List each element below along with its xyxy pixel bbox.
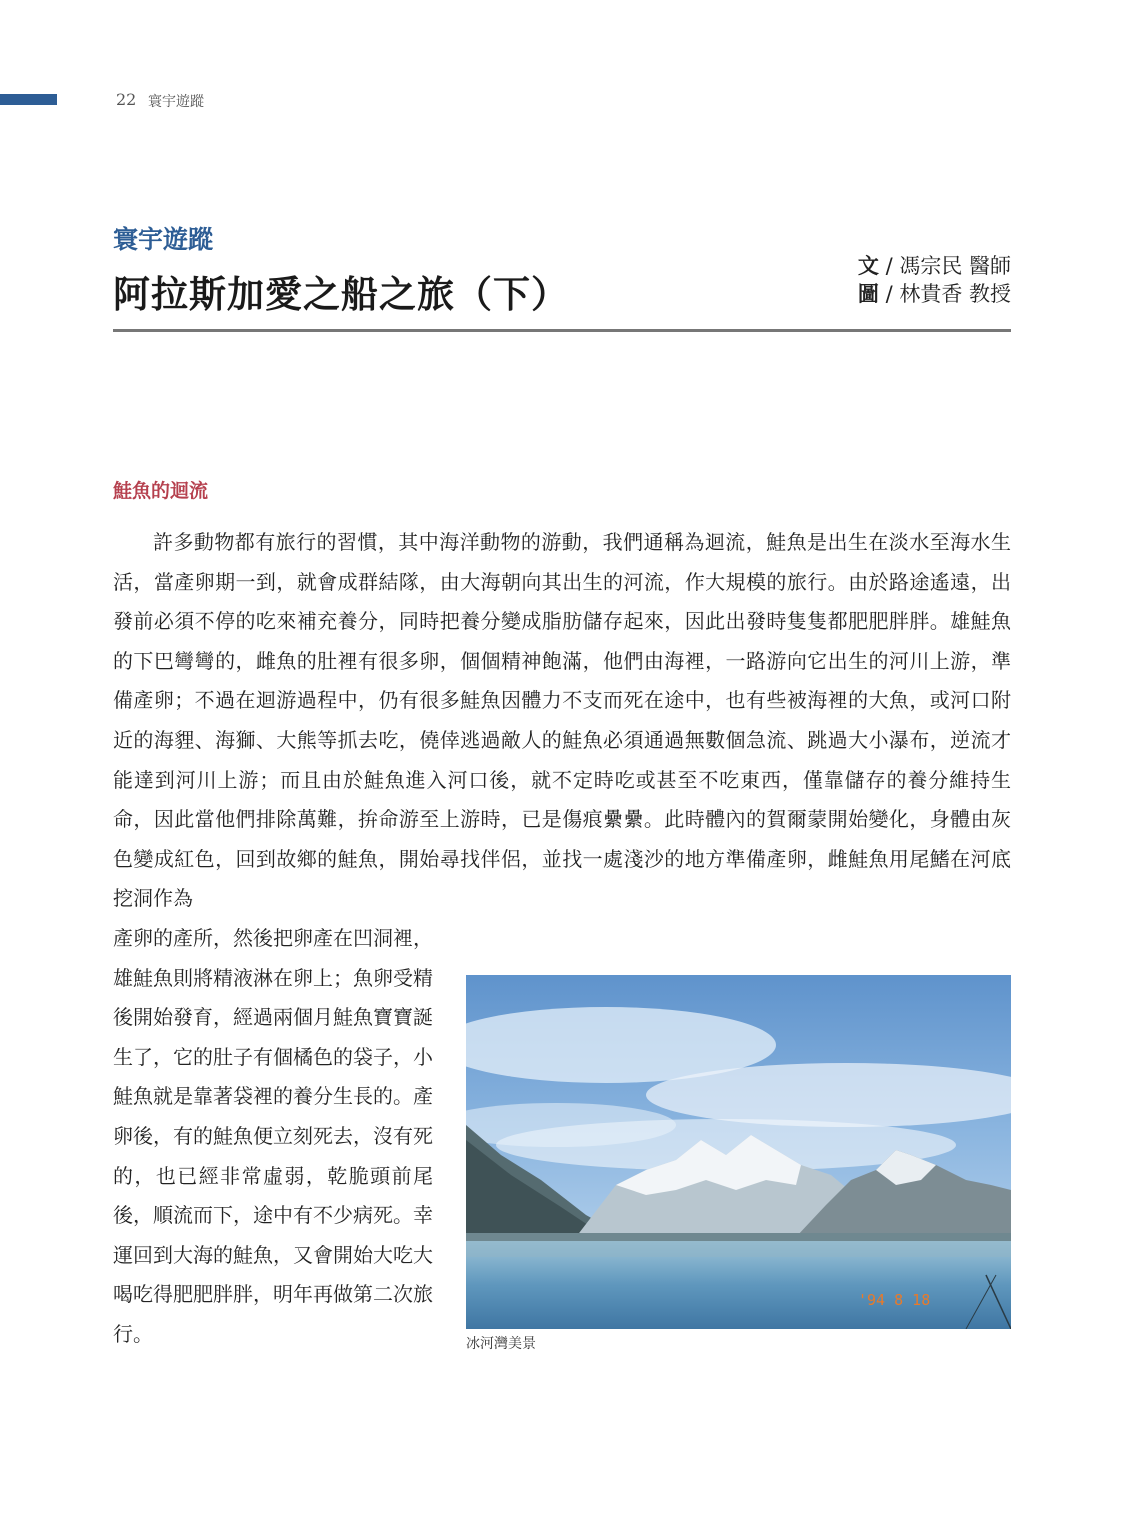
text-credit <box>858 252 1011 280</box>
article-title: 阿拉斯加愛之船之旅（下） <box>113 273 569 316</box>
body-paragraph-continued: 產卵的產所，然後把卵產在凹洞裡，雄鮭魚則將精液淋在卵上；魚卵受精後開始發育，經過兩個月鮭魚寶寶誕生了，它的肚子有個橘色的袋子，小鮭魚就是靠著袋裡的養分生長的。產卵後，有的鮭魚便立刻死去，沒有死的，也已經非常虛弱，乾脆頭前尾後，順流而下，途中有不少病死。幸運回到大海的鮭魚，又會開始大吃大喝吃得肥肥胖胖，明年再做第二次旅行。 <box>113 926 433 1346</box>
header-accent-bar <box>0 94 57 105</box>
section-heading: 鮭魚的迴流 <box>113 480 209 502</box>
photo-credit-author: / 林貴香 教授 <box>878 282 1011 306</box>
glacier-bay-photo <box>466 975 1011 1329</box>
running-head: 寰宇遊蹤 <box>148 94 204 110</box>
photo-credit-role: 圖 <box>857 282 879 306</box>
credits <box>858 252 1011 308</box>
photo-caption: 冰河灣美景 <box>466 1336 536 1352</box>
body-paragraph: 許多動物都有旅行的習慣，其中海洋動物的游動，我們通稱為迴流，鮭魚是出生在淡水至海水生活，當產卵期一到，就會成群結隊，由大海朝向其出生的河流，作大規模的旅行。由於路途遙遠，出發前必須不停的吃來補充養分，同時把養分變成脂肪儲存起來，因此出發時隻隻都肥肥胖胖。雄鮭魚的下巴彎彎的，雌魚的肚裡有很多卵，個個精神飽滿，他們由海裡，一路游向它出生的河川上游，準備產卵；不過在迴游過程中，仍有很多鮭魚因體力不支而死在途中，也有些被海裡的大魚，或河口附近的海貍、海獅、大熊等抓去吃，僥倖逃過敵人的鮭魚必須通過無數個急流、跳過大小瀑布，逆流才能達到河川上游；而且由於鮭魚進入河口後，就不定時吃或甚至不吃東西，僅靠儲存的養分維持生命，因此當他們排除萬難，拚命游至上游時，已是傷痕纍纍。此時體內的賀爾蒙開始變化，身體由灰色變成紅色，回到故鄉的鮭魚，開始尋找伴侶，並找一處淺沙的地方準備產卵，雌鮭魚用尾鰭在河底挖洞作為 <box>113 530 1011 911</box>
text-credit-role: 文 <box>857 254 879 278</box>
title-divider <box>113 329 1011 332</box>
text-credit-author: / 馮宗民 醫師 <box>878 254 1011 278</box>
photo-credit <box>858 280 1011 308</box>
photo-date-stamp: '94 8 18 <box>858 1291 931 1309</box>
page-number: 22 <box>116 90 137 109</box>
column-label: 寰宇遊蹤 <box>113 225 214 254</box>
